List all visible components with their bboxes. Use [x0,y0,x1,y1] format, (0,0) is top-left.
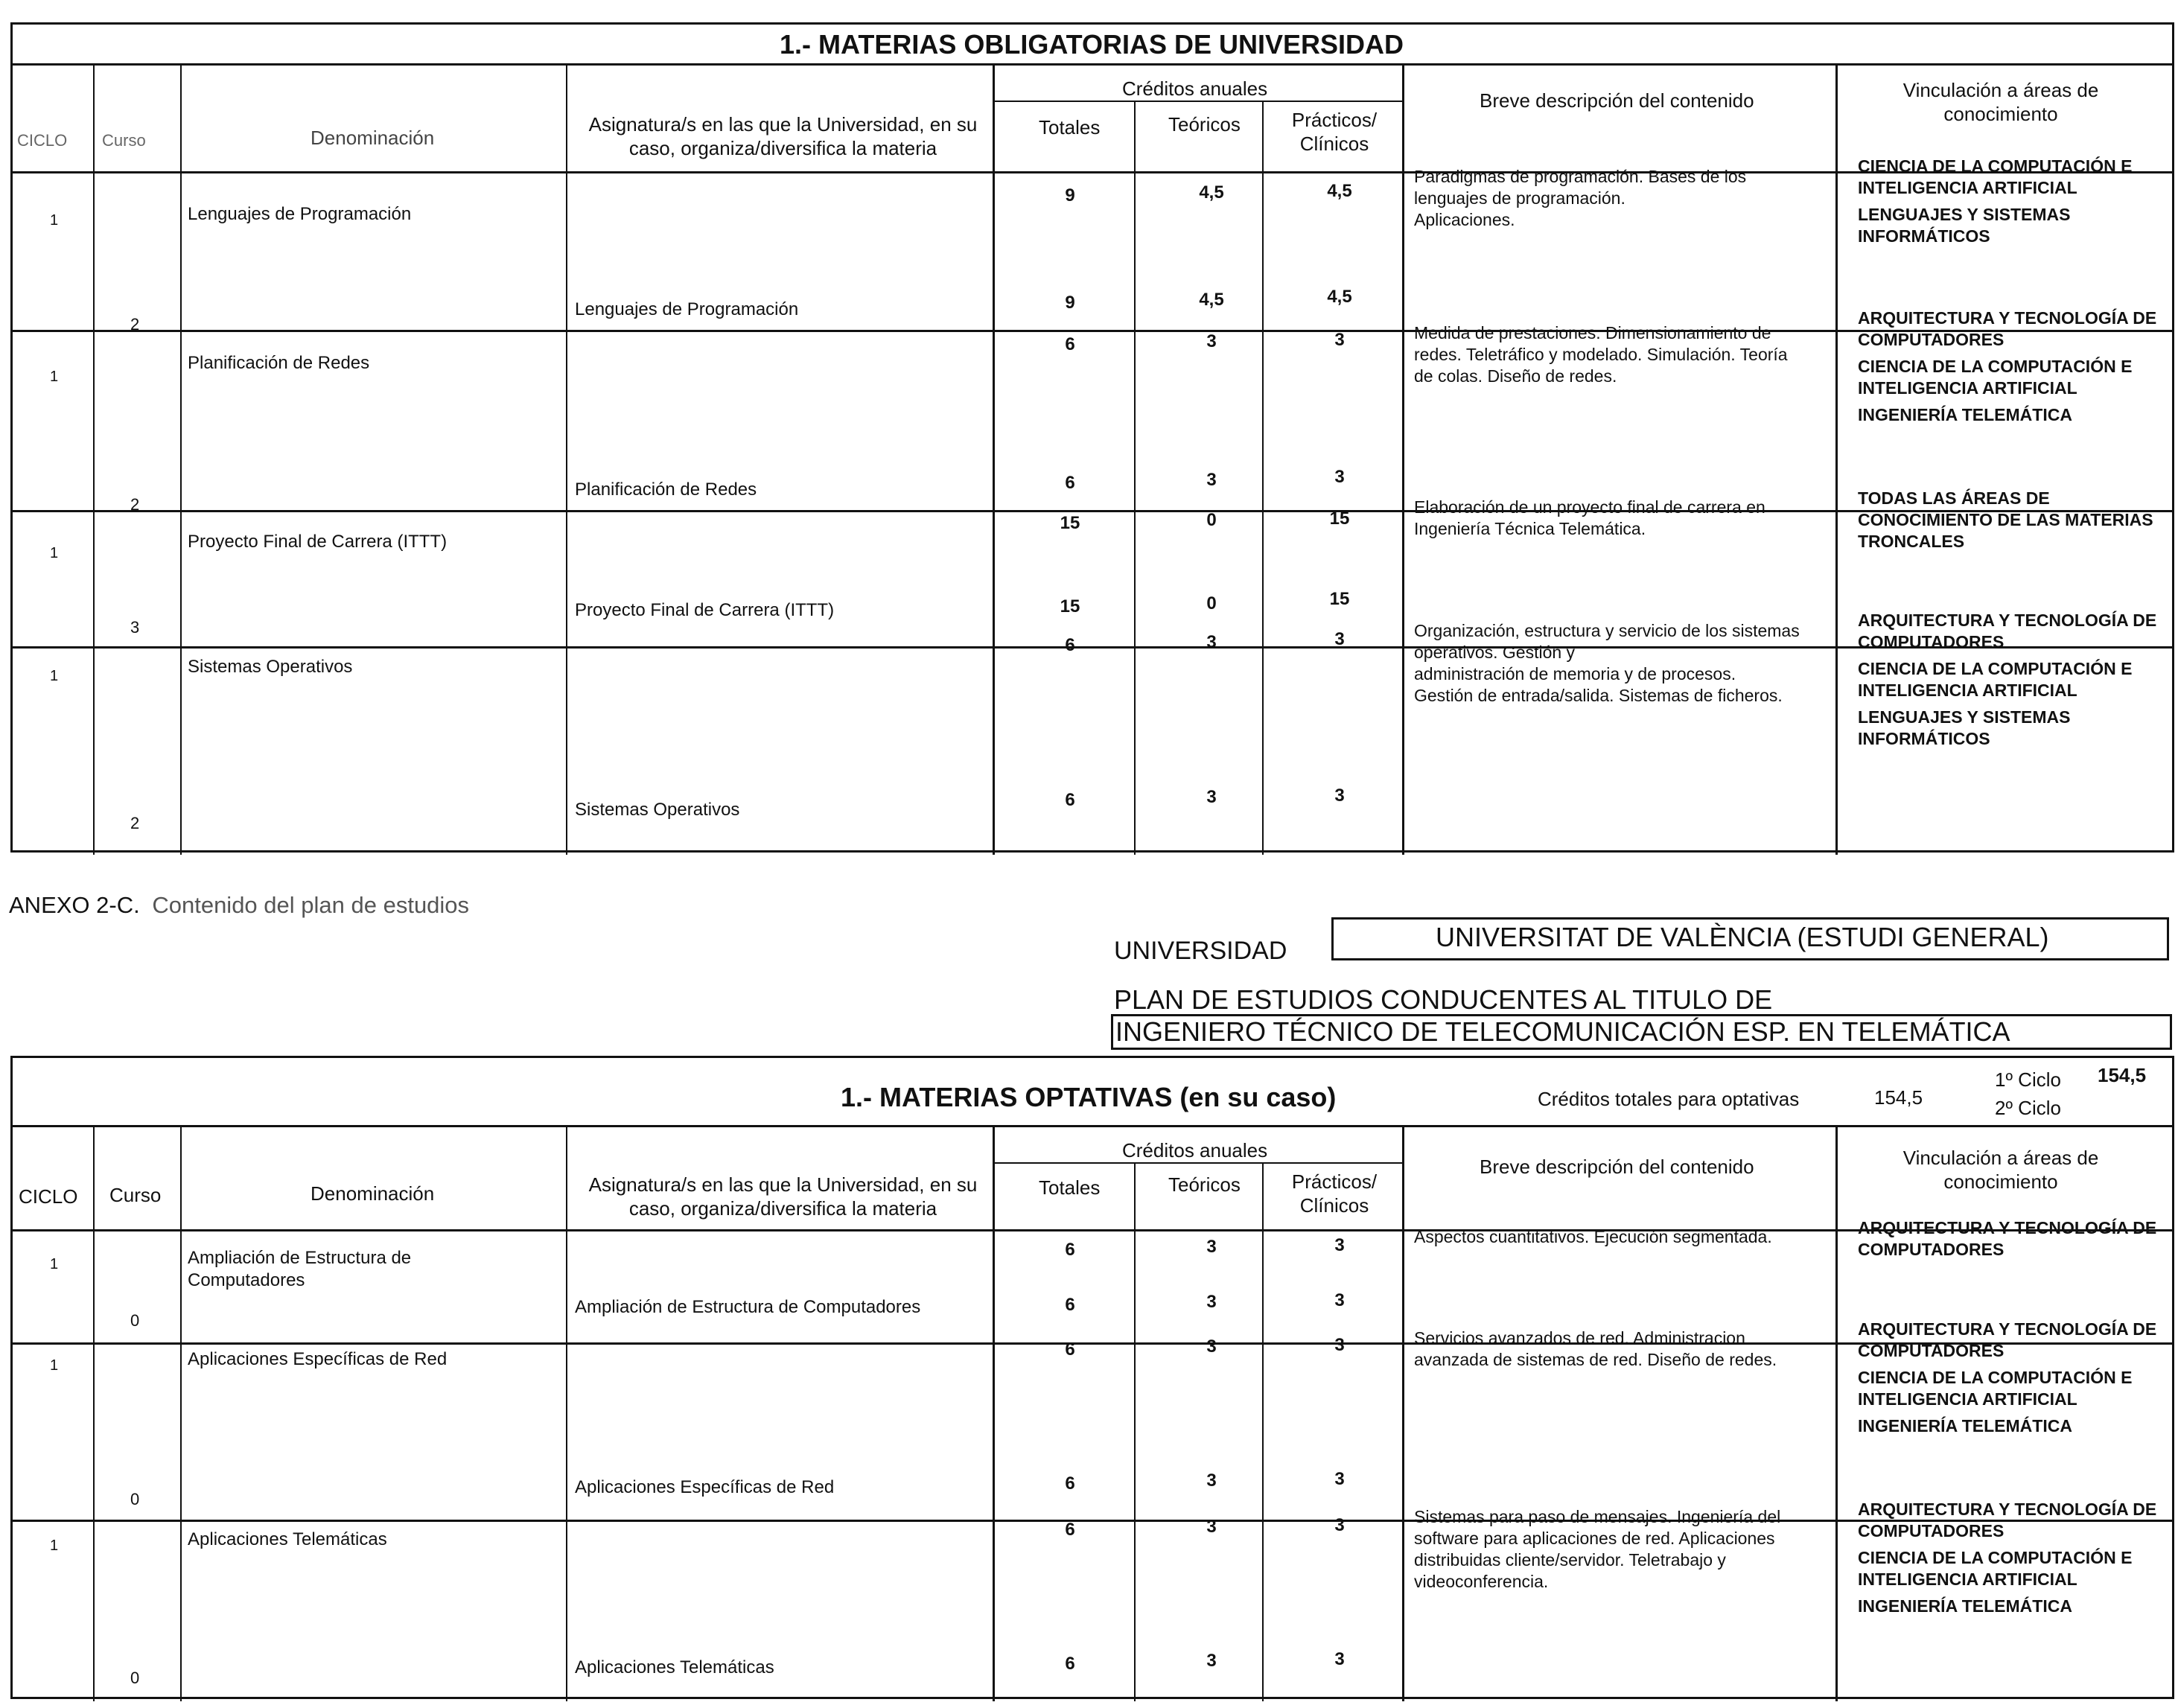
row-curso: 2 [130,315,140,334]
row-descripcion: Elaboración de un proyecto final de carrera en Ingeniería Técnica Telemática. [1414,497,1765,538]
row-ciclo: 1 [50,369,59,385]
row-teoricos-2: 0 [1206,593,1217,614]
annex-text: Contenido del plan de estudios [152,892,470,918]
row-descripcion: Paradigmas de programación. Bases de los lenguajes de programación. Aplicaciones. [1414,167,1747,229]
ciclo1-label: 1º Ciclo [1995,1068,2061,1091]
plan-label: PLAN DE ESTUDIOS CONDUCENTES AL TITULO DE [1114,984,1773,1015]
row-denominacion: Sistemas Operativos [188,657,353,677]
row-practicos-2: 15 [1329,589,1350,609]
row-practicos: 3 [1334,1335,1345,1355]
annex-label: ANEXO 2-C. [9,892,140,918]
row-totales-2: 6 [1065,473,1075,493]
row-denominacion: Planificación de Redes [188,353,370,373]
row-denominacion: Proyecto Final de Carrera (ITTT) [188,532,448,552]
row-denominacion: Aplicaciones Telemáticas [188,1529,387,1549]
row-totales-2: 6 [1065,1295,1075,1315]
row-asignatura: Lenguajes de Programación [575,299,799,319]
row-practicos-2: 3 [1334,1469,1345,1489]
row-practicos: 3 [1334,1515,1345,1535]
row-asignatura: Proyecto Final de Carrera (ITTT) [575,600,835,620]
row-curso: 0 [130,1669,140,1687]
row-curso: 2 [130,814,140,832]
row-practicos: 3 [1334,629,1345,649]
section1-title: 1.- MATERIAS OBLIGATORIAS DE UNIVERSIDAD [780,29,1404,60]
creditos-totales-value: 154,5 [1874,1086,1923,1109]
row-practicos-2: 3 [1334,786,1345,806]
ciclo2-label: 2º Ciclo [1995,1097,2061,1119]
ciclo1-value: 154,5 [2098,1064,2147,1086]
header-creditos: Créditos anuales [1122,1139,1268,1161]
row-denominacion: Lenguajes de Programación [188,204,412,224]
row-areas: ARQUITECTURA Y TECNOLOGÍA DE COMPUTADORES [1858,1218,2157,1259]
row-totales-2: 6 [1065,1473,1075,1494]
row-asignatura: Planificación de Redes [575,479,757,500]
row-teoricos-2: 4,5 [1199,290,1224,310]
row-curso: 3 [130,618,140,637]
row-practicos-2: 3 [1334,467,1345,487]
row-curso: 2 [130,495,140,514]
row-totales: 15 [1060,513,1080,533]
row-descripcion: Medida de prestaciones. Dimensionamiento de redes. Teletráfico y modelado. Simulación. Teoría de colas. Diseño de redes. [1414,323,1788,386]
row-totales: 6 [1065,1520,1075,1540]
header-curso: Curso [109,1184,162,1206]
row-teoricos: 3 [1206,1336,1217,1357]
row-teoricos: 3 [1206,1517,1217,1537]
optativas-table [10,1056,2174,1699]
header-vinculacion: Vinculación a áreas de conocimiento [1902,1147,2099,1193]
header-totales: Totales [1039,116,1101,138]
row-ciclo: 1 [50,545,59,561]
header-ciclo: CICLO [19,1185,78,1208]
row-ciclo: 1 [50,1357,59,1374]
row-totales: 6 [1065,1240,1075,1260]
header-descripcion: Breve descripción del contenido [1480,1156,1754,1178]
header-asignatura: Asignatura/s en las que la Universidad, en su caso, organiza/diversifica la materia [588,1173,978,1220]
row-denominacion: Ampliación de Estructura de Computadores [188,1248,412,1290]
row-descripcion: Aspectos cuantitativos. Ejecución segmentada. [1414,1227,1772,1246]
header-ciclo: CICLO [17,131,68,150]
universidad-label: UNIVERSIDAD [1114,937,1287,965]
creditos-totales-label: Créditos totales para optativas [1538,1088,1800,1110]
annex-heading [9,892,469,919]
row-asignatura: Ampliación de Estructura de Computadores [575,1297,921,1317]
header-denominacion: Denominación [311,127,435,149]
row-areas: CIENCIA DE LA COMPUTACIÓN E INTELIGENCIA ARTIFICIAL LENGUAJES Y SISTEMAS INFORMÁTICOS [1858,156,2133,246]
row-curso: 0 [130,1311,140,1330]
row-teoricos-2: 3 [1206,470,1217,490]
row-practicos: 15 [1329,509,1350,529]
row-teoricos: 4,5 [1199,182,1224,203]
header-asignatura: Asignatura/s en las que la Universidad, en su caso, organiza/diversifica la materia [588,113,978,159]
row-practicos-2: 4,5 [1327,287,1352,307]
row-areas: ARQUITECTURA Y TECNOLOGÍA DE COMPUTADORES CIENCIA DE LA COMPUTACIÓN E INTELIGENCIA ARTIFICIAL INGENIERÍA TELEMÁTICA [1858,308,2157,424]
row-totales: 6 [1065,635,1075,655]
titulo-text: INGENIERO TÉCNICO DE TELECOMUNICACIÓN ESP. EN TELEMÁTICA [1115,1016,2010,1047]
row-practicos: 3 [1334,1235,1345,1255]
row-practicos: 3 [1334,330,1345,350]
row-areas: ARQUITECTURA Y TECNOLOGÍA DE COMPUTADORES CIENCIA DE LA COMPUTACIÓN E INTELIGENCIA ARTIFICIAL INGENIERÍA TELEMÁTICA [1858,1500,2157,1616]
row-teoricos-2: 3 [1206,1470,1217,1491]
row-totales-2: 6 [1065,790,1075,810]
row-teoricos-2: 3 [1206,787,1217,807]
row-totales-2: 15 [1060,596,1080,616]
section2-title: 1.- MATERIAS OPTATIVAS (en su caso) [841,1082,1337,1112]
row-totales: 9 [1065,185,1075,205]
header-creditos: Créditos anuales [1122,77,1268,100]
row-curso: 0 [130,1490,140,1508]
row-descripcion: Sistemas para paso de mensajes. Ingeniería del software para aplicaciones de red. Aplicaciones distribuidas cliente/servidor. Teletrabajo y videoconferencia. [1414,1507,1781,1591]
header-practicos: Prácticos/ Clínicos [1291,1170,1378,1217]
row-areas: TODAS LAS ÁREAS DE CONOCIMIENTO DE LAS MATERIAS TRONCALES [1858,488,2153,551]
row-areas: ARQUITECTURA Y TECNOLOGÍA DE COMPUTADORES CIENCIA DE LA COMPUTACIÓN E INTELIGENCIA ARTIFICIAL INGENIERÍA TELEMÁTICA [1858,1319,2157,1435]
header-curso: Curso [102,131,146,150]
row-totales-2: 9 [1065,293,1075,313]
row-denominacion: Aplicaciones Específicas de Red [188,1349,448,1369]
row-teoricos-2: 3 [1206,1292,1217,1312]
row-ciclo: 1 [50,1256,59,1272]
row-asignatura: Sistemas Operativos [575,800,740,820]
header-totales: Totales [1039,1176,1101,1199]
obligatorias-table [10,22,2174,853]
row-asignatura: Aplicaciones Específicas de Red [575,1477,835,1497]
header-teoricos: Teóricos [1168,1173,1241,1196]
row-practicos-2: 3 [1334,1649,1345,1669]
header-practicos: Prácticos/ Clínicos [1291,109,1378,155]
row-asignatura: Aplicaciones Telemáticas [575,1657,774,1677]
row-areas: ARQUITECTURA Y TECNOLOGÍA DE COMPUTADORES CIENCIA DE LA COMPUTACIÓN E INTELIGENCIA ARTIFICIAL LENGUAJES Y SISTEMAS INFORMÁTICOS [1858,611,2157,748]
row-teoricos: 3 [1206,632,1217,652]
row-practicos-2: 3 [1334,1290,1345,1310]
row-totales: 6 [1065,1339,1075,1360]
universidad-name: UNIVERSITAT DE VALÈNCIA (ESTUDI GENERAL) [1436,922,2049,952]
row-teoricos: 0 [1206,510,1217,530]
row-ciclo: 1 [50,668,59,684]
header-vinculacion: Vinculación a áreas de conocimiento [1902,79,2099,125]
row-totales: 6 [1065,334,1075,354]
row-teoricos: 3 [1206,1237,1217,1257]
row-ciclo: 1 [50,212,59,229]
row-practicos: 4,5 [1327,181,1352,201]
row-descripcion: Servicios avanzados de red. Administracion avanzada de sistemas de red. Diseño de redes. [1414,1328,1777,1369]
header-descripcion: Breve descripción del contenido [1480,89,1754,112]
header-denominacion: Denominación [311,1182,435,1205]
row-teoricos: 3 [1206,331,1217,351]
row-totales-2: 6 [1065,1654,1075,1674]
row-descripcion: Organización, estructura y servicio de los sistemas operativos. Gestión y administración de memoria y de procesos. Gestión de entrada/salida. Sistemas de ficheros. [1414,621,1800,705]
row-teoricos-2: 3 [1206,1651,1217,1671]
header-teoricos: Teóricos [1168,113,1241,136]
row-ciclo: 1 [50,1537,59,1554]
